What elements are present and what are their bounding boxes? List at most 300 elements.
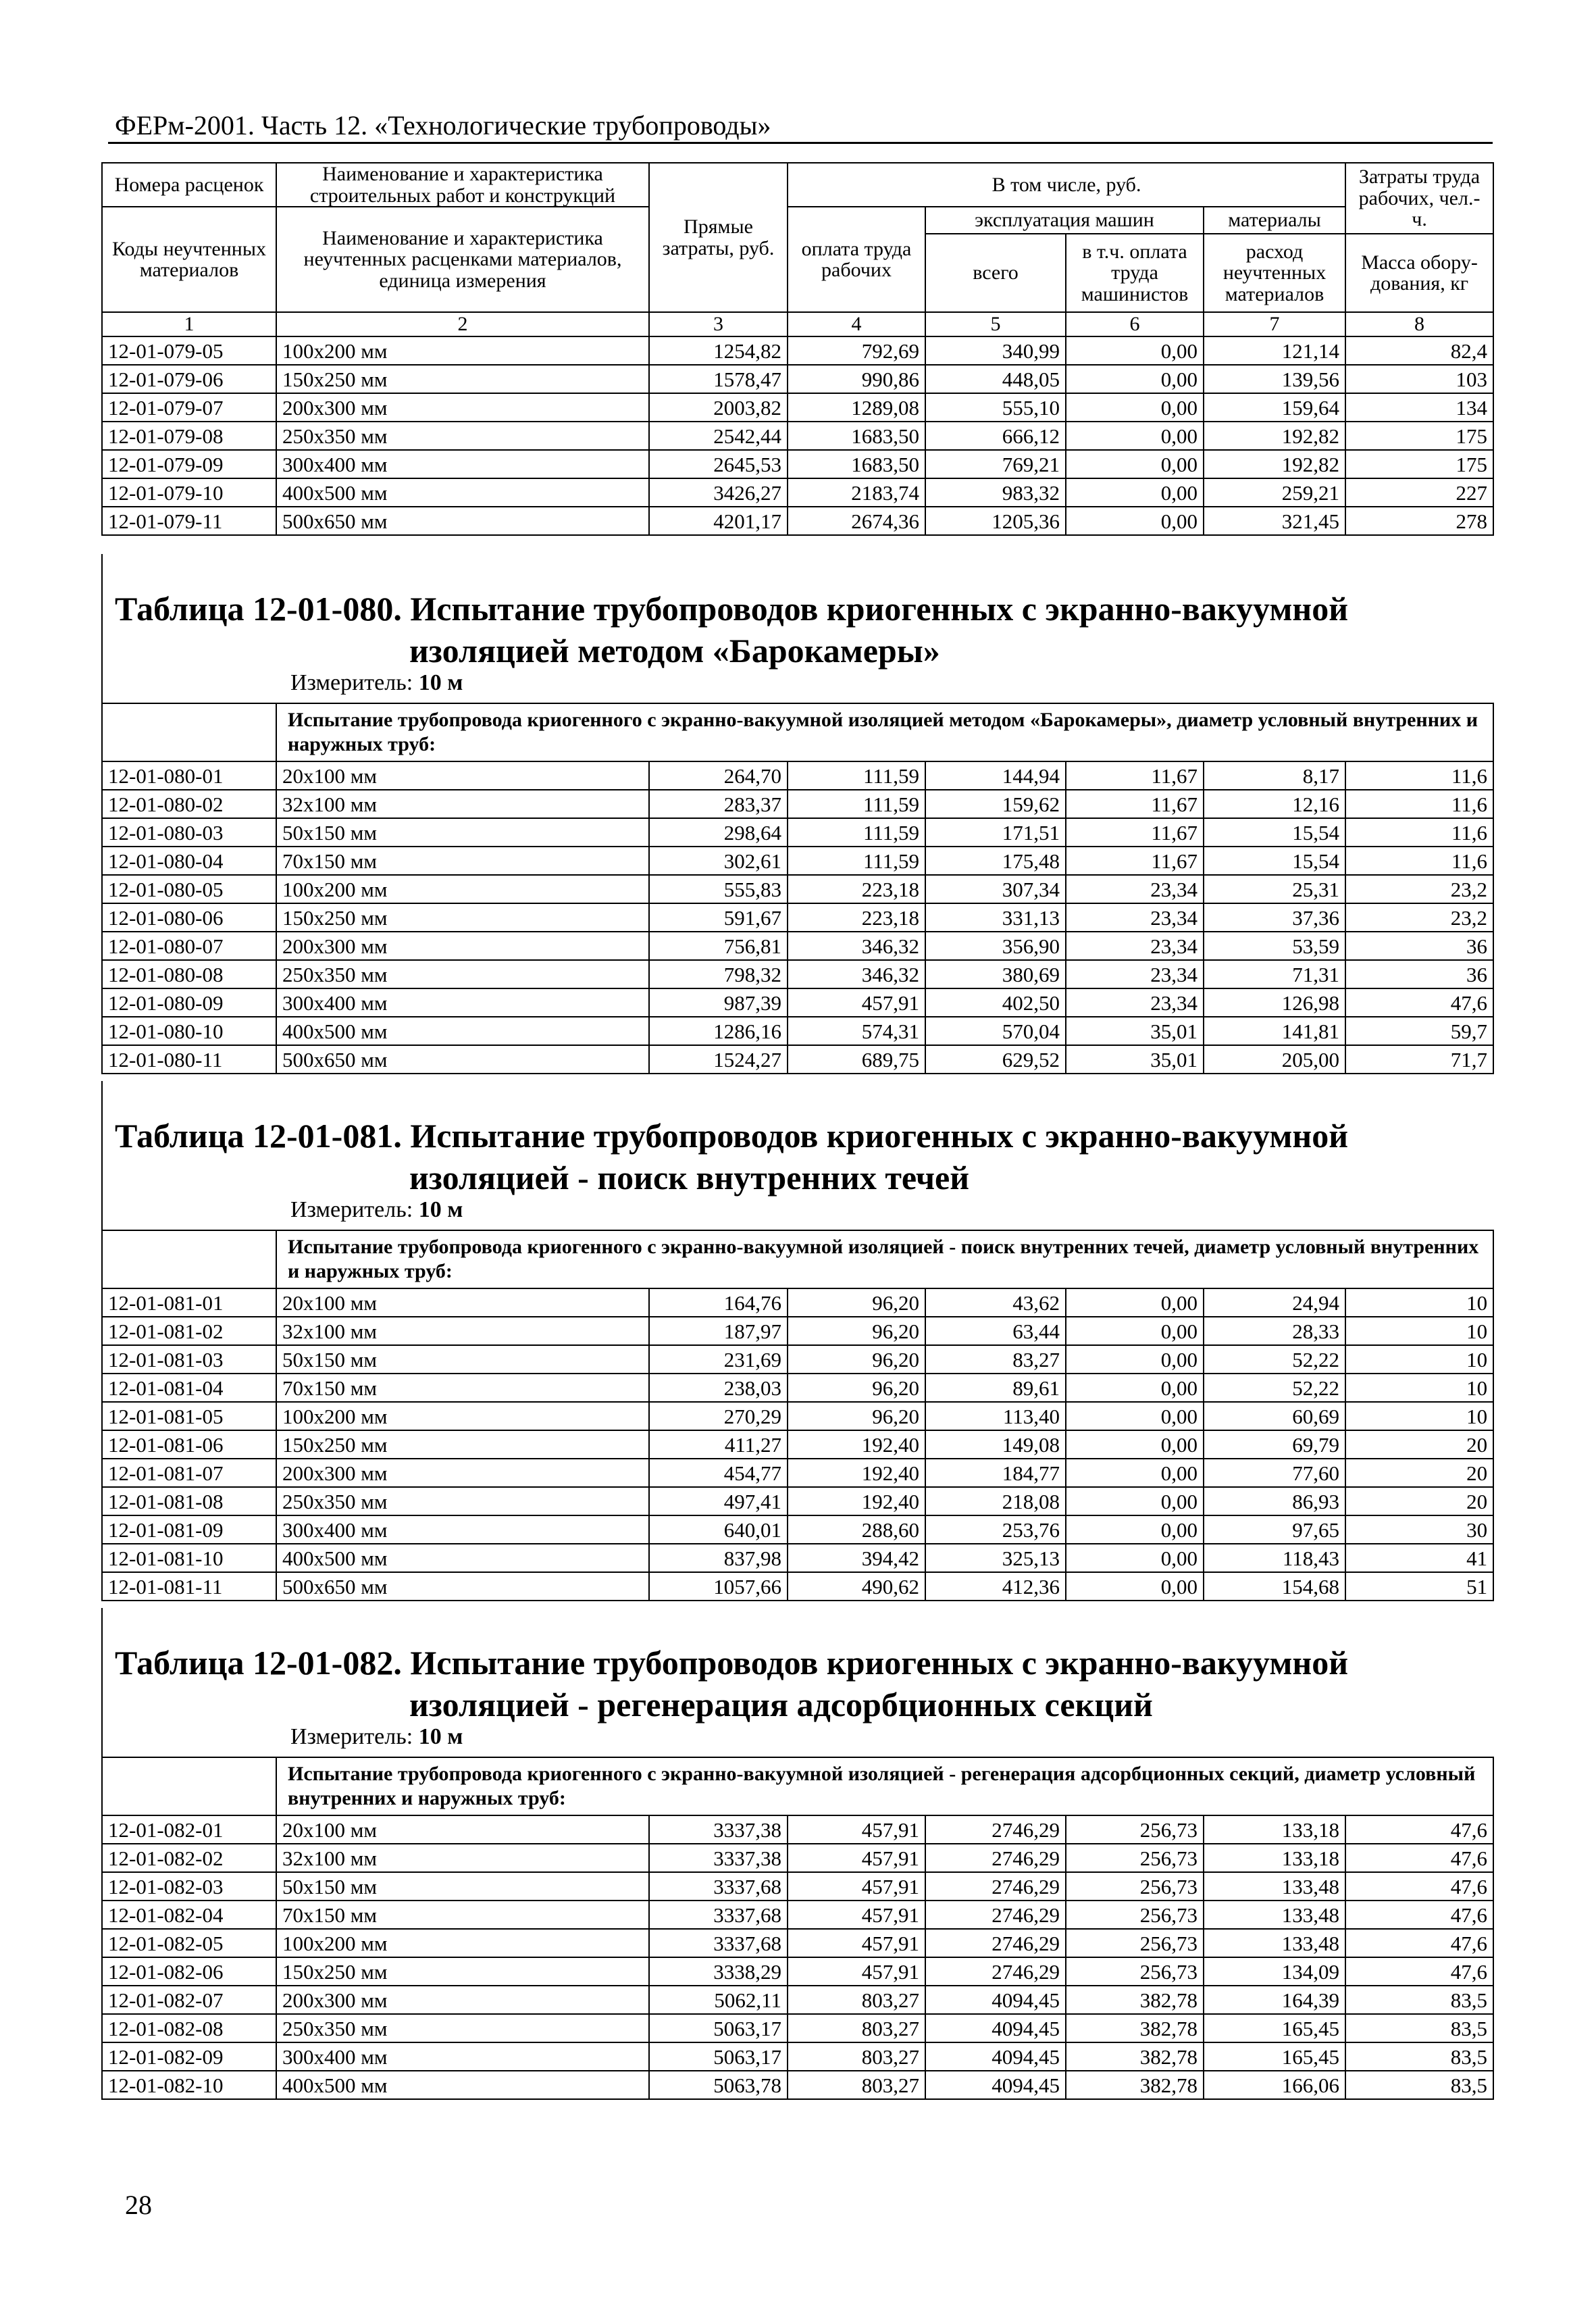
table-row xyxy=(102,1288,1493,1317)
hdr-rashod: расход неучтенных материалов xyxy=(1204,234,1345,312)
materials-cell: 133,48 xyxy=(1204,1929,1345,1957)
machinists-pay-cell: 0,00 xyxy=(1066,336,1204,365)
direct-cost-cell: 5063,78 xyxy=(649,2071,788,2099)
hdr-nomera: Номера расценок xyxy=(102,163,276,207)
code-cell: 12-01-081-02 xyxy=(102,1317,276,1345)
page-number: 28 xyxy=(125,2190,152,2220)
machinists-pay-cell: 256,73 xyxy=(1066,1844,1204,1872)
size-cell: 100x200 мм xyxy=(276,1402,649,1430)
machines-total-cell: 2746,29 xyxy=(925,1872,1066,1901)
materials-cell: 25,31 xyxy=(1204,875,1345,903)
labor-pay-cell: 457,91 xyxy=(788,1901,925,1929)
labor-pay-cell: 457,91 xyxy=(788,1815,925,1844)
labor-hours-cell: 83,5 xyxy=(1345,2042,1493,2071)
size-cell: 250x350 мм xyxy=(276,1487,649,1515)
size-cell: 100x200 мм xyxy=(276,875,649,903)
col-num: 1 xyxy=(102,312,276,336)
size-cell: 500x650 мм xyxy=(276,1572,649,1601)
labor-hours-cell: 20 xyxy=(1345,1430,1493,1459)
table-title-080 xyxy=(115,588,1348,672)
machines-total-cell: 43,62 xyxy=(925,1288,1066,1317)
table-row xyxy=(102,336,1493,365)
materials-cell: 126,98 xyxy=(1204,988,1345,1017)
labor-hours-cell: 20 xyxy=(1345,1487,1493,1515)
table-row xyxy=(102,1317,1493,1345)
direct-cost-cell: 3426,27 xyxy=(649,478,788,507)
labor-pay-cell: 111,59 xyxy=(788,818,925,847)
code-cell: 12-01-080-05 xyxy=(102,875,276,903)
machines-total-cell: 89,61 xyxy=(925,1374,1066,1402)
machines-total-cell: 629,52 xyxy=(925,1045,1066,1074)
machines-total-cell: 356,90 xyxy=(925,932,1066,960)
materials-cell: 192,82 xyxy=(1204,422,1345,450)
direct-cost-cell: 3337,68 xyxy=(649,1901,788,1929)
code-cell: 12-01-081-07 xyxy=(102,1459,276,1487)
direct-cost-cell: 411,27 xyxy=(649,1430,788,1459)
table-row xyxy=(102,1487,1493,1515)
table-caption: Испытание трубопровода криогенного с экранно-вакуумной изоляцией - регенерация адсорбционных секций, диаметр условный внутренних и наружных труб: xyxy=(276,1757,1493,1815)
materials-cell: 165,45 xyxy=(1204,2042,1345,2071)
size-cell: 400x500 мм xyxy=(276,1017,649,1045)
machines-total-cell: 2746,29 xyxy=(925,1957,1066,1986)
hdr-vtch: в т.ч. оплата труда машинистов xyxy=(1066,234,1204,312)
labor-pay-cell: 111,59 xyxy=(788,761,925,790)
code-cell: 12-01-082-03 xyxy=(102,1872,276,1901)
materials-cell: 321,45 xyxy=(1204,507,1345,535)
table-row xyxy=(102,1844,1493,1872)
code-cell: 12-01-080-04 xyxy=(102,847,276,875)
direct-cost-cell: 3337,68 xyxy=(649,1929,788,1957)
labor-pay-cell: 803,27 xyxy=(788,2014,925,2042)
direct-cost-cell: 3337,38 xyxy=(649,1844,788,1872)
labor-pay-cell: 1683,50 xyxy=(788,422,925,450)
machinists-pay-cell: 382,78 xyxy=(1066,1986,1204,2014)
title-line: Таблица 12-01-081. Испытание трубопроводов криогенных с экранно-вакуумной xyxy=(115,1117,1349,1155)
machinists-pay-cell: 0,00 xyxy=(1066,1317,1204,1345)
direct-cost-cell: 2645,53 xyxy=(649,450,788,478)
measure-value: 10 м xyxy=(418,1724,463,1749)
machines-total-cell: 4094,45 xyxy=(925,1986,1066,2014)
labor-hours-cell: 47,6 xyxy=(1345,1872,1493,1901)
materials-cell: 133,18 xyxy=(1204,1844,1345,1872)
table-row xyxy=(102,1872,1493,1901)
table-row xyxy=(102,1430,1493,1459)
labor-hours-cell: 82,4 xyxy=(1345,336,1493,365)
machinists-pay-cell: 382,78 xyxy=(1066,2014,1204,2042)
hdr-massa: Масса обору-дования, кг xyxy=(1345,234,1493,312)
materials-cell: 52,22 xyxy=(1204,1345,1345,1374)
machines-total-cell: 307,34 xyxy=(925,875,1066,903)
direct-cost-cell: 5063,17 xyxy=(649,2014,788,2042)
size-cell: 200x300 мм xyxy=(276,393,649,422)
machinists-pay-cell: 23,34 xyxy=(1066,875,1204,903)
materials-cell: 77,60 xyxy=(1204,1459,1345,1487)
labor-hours-cell: 11,6 xyxy=(1345,818,1493,847)
code-cell: 12-01-079-08 xyxy=(102,422,276,450)
table-row xyxy=(102,1929,1493,1957)
code-cell: 12-01-080-08 xyxy=(102,960,276,988)
machinists-pay-cell: 382,78 xyxy=(1066,2042,1204,2071)
size-cell: 32x100 мм xyxy=(276,1317,649,1345)
table-080 xyxy=(101,703,1494,1074)
table-row xyxy=(102,1544,1493,1572)
direct-cost-cell: 231,69 xyxy=(649,1345,788,1374)
labor-pay-cell: 792,69 xyxy=(788,336,925,365)
machines-total-cell: 555,10 xyxy=(925,393,1066,422)
code-cell: 12-01-081-05 xyxy=(102,1402,276,1430)
size-cell: 70x150 мм xyxy=(276,1374,649,1402)
table-row xyxy=(102,393,1493,422)
machines-total-cell: 2746,29 xyxy=(925,1929,1066,1957)
machines-total-cell: 769,21 xyxy=(925,450,1066,478)
machinists-pay-cell: 382,78 xyxy=(1066,2071,1204,2099)
table-caption: Испытание трубопровода криогенного с экранно-вакуумной изоляцией - поиск внутренних течей, диаметр условный внутренних и наружных труб: xyxy=(276,1230,1493,1288)
direct-cost-cell: 497,41 xyxy=(649,1487,788,1515)
code-cell: 12-01-081-09 xyxy=(102,1515,276,1544)
direct-cost-cell: 264,70 xyxy=(649,761,788,790)
labor-hours-cell: 83,5 xyxy=(1345,1986,1493,2014)
labor-hours-cell: 11,6 xyxy=(1345,847,1493,875)
labor-pay-cell: 457,91 xyxy=(788,1872,925,1901)
table-row xyxy=(102,1901,1493,1929)
size-cell: 400x500 мм xyxy=(276,2071,649,2099)
size-cell: 250x350 мм xyxy=(276,960,649,988)
labor-hours-cell: 47,6 xyxy=(1345,988,1493,1017)
left-margin-line xyxy=(101,554,103,709)
code-cell: 12-01-080-09 xyxy=(102,988,276,1017)
labor-pay-cell: 192,40 xyxy=(788,1459,925,1487)
direct-cost-cell: 270,29 xyxy=(649,1402,788,1430)
size-cell: 32x100 мм xyxy=(276,1844,649,1872)
labor-hours-cell: 227 xyxy=(1345,478,1493,507)
size-cell: 20x100 мм xyxy=(276,1288,649,1317)
direct-cost-cell: 5062,11 xyxy=(649,1986,788,2014)
measure-label: Измеритель: xyxy=(290,1197,413,1222)
table-row xyxy=(102,507,1493,535)
materials-cell: 133,48 xyxy=(1204,1901,1345,1929)
materials-cell: 86,93 xyxy=(1204,1487,1345,1515)
table-row xyxy=(102,1986,1493,2014)
code-cell: 12-01-080-06 xyxy=(102,903,276,932)
title-line: Таблица 12-01-082. Испытание трубопроводов криогенных с экранно-вакуумной xyxy=(115,1644,1349,1682)
machines-total-cell: 159,62 xyxy=(925,790,1066,818)
labor-hours-cell: 47,6 xyxy=(1345,1844,1493,1872)
labor-pay-cell: 574,31 xyxy=(788,1017,925,1045)
machinists-pay-cell: 256,73 xyxy=(1066,1815,1204,1844)
machinists-pay-cell: 0,00 xyxy=(1066,1459,1204,1487)
table-081 xyxy=(101,1230,1494,1601)
machines-total-cell: 171,51 xyxy=(925,818,1066,847)
machines-total-cell: 4094,45 xyxy=(925,2014,1066,2042)
labor-hours-cell: 10 xyxy=(1345,1345,1493,1374)
direct-cost-cell: 298,64 xyxy=(649,818,788,847)
machinists-pay-cell: 0,00 xyxy=(1066,478,1204,507)
materials-cell: 71,31 xyxy=(1204,960,1345,988)
labor-hours-cell: 41 xyxy=(1345,1544,1493,1572)
code-cell: 12-01-082-10 xyxy=(102,2071,276,2099)
machinists-pay-cell: 23,34 xyxy=(1066,932,1204,960)
machinists-pay-cell: 35,01 xyxy=(1066,1017,1204,1045)
direct-cost-cell: 987,39 xyxy=(649,988,788,1017)
col-num: 2 xyxy=(276,312,649,336)
labor-pay-cell: 803,27 xyxy=(788,1986,925,2014)
labor-hours-cell: 36 xyxy=(1345,932,1493,960)
table-row xyxy=(102,1459,1493,1487)
direct-cost-cell: 1578,47 xyxy=(649,365,788,393)
code-cell: 12-01-082-07 xyxy=(102,1986,276,2014)
hdr-kody: Коды неучтенных материалов xyxy=(102,207,276,312)
labor-hours-cell: 10 xyxy=(1345,1402,1493,1430)
machines-total-cell: 340,99 xyxy=(925,336,1066,365)
machines-total-cell: 2746,29 xyxy=(925,1901,1066,1929)
machines-total-cell: 2746,29 xyxy=(925,1815,1066,1844)
labor-hours-cell: 71,7 xyxy=(1345,1045,1493,1074)
table-row xyxy=(102,847,1493,875)
table-row xyxy=(102,450,1493,478)
machinists-pay-cell: 256,73 xyxy=(1066,1872,1204,1901)
materials-cell: 165,45 xyxy=(1204,2014,1345,2042)
machines-total-cell: 402,50 xyxy=(925,988,1066,1017)
labor-pay-cell: 96,20 xyxy=(788,1317,925,1345)
labor-pay-cell: 1683,50 xyxy=(788,450,925,478)
table-082 xyxy=(101,1757,1494,2100)
labor-hours-cell: 103 xyxy=(1345,365,1493,393)
size-cell: 20x100 мм xyxy=(276,761,649,790)
measure-081 xyxy=(290,1197,463,1223)
direct-cost-cell: 1057,66 xyxy=(649,1572,788,1601)
labor-pay-cell: 223,18 xyxy=(788,903,925,932)
machinists-pay-cell: 0,00 xyxy=(1066,1402,1204,1430)
code-cell: 12-01-080-03 xyxy=(102,818,276,847)
machinists-pay-cell: 256,73 xyxy=(1066,1929,1204,1957)
machinists-pay-cell: 0,00 xyxy=(1066,1374,1204,1402)
direct-cost-cell: 2542,44 xyxy=(649,422,788,450)
labor-hours-cell: 83,5 xyxy=(1345,2071,1493,2099)
labor-pay-cell: 990,86 xyxy=(788,365,925,393)
code-cell: 12-01-079-11 xyxy=(102,507,276,535)
size-cell: 200x300 мм xyxy=(276,1986,649,2014)
table-row xyxy=(102,960,1493,988)
code-cell: 12-01-079-09 xyxy=(102,450,276,478)
materials-cell: 53,59 xyxy=(1204,932,1345,960)
size-cell: 250x350 мм xyxy=(276,2014,649,2042)
labor-pay-cell: 96,20 xyxy=(788,1402,925,1430)
machinists-pay-cell: 0,00 xyxy=(1066,422,1204,450)
size-cell: 150x250 мм xyxy=(276,903,649,932)
caption-spacer xyxy=(102,1230,276,1288)
col-num: 7 xyxy=(1204,312,1345,336)
table-title-082 xyxy=(115,1642,1348,1726)
direct-cost-cell: 3337,38 xyxy=(649,1815,788,1844)
direct-cost-cell: 1254,82 xyxy=(649,336,788,365)
measure-value: 10 м xyxy=(418,670,463,695)
table-row xyxy=(102,761,1493,790)
labor-hours-cell: 10 xyxy=(1345,1317,1493,1345)
code-cell: 12-01-079-10 xyxy=(102,478,276,507)
machines-total-cell: 218,08 xyxy=(925,1487,1066,1515)
machines-total-cell: 149,08 xyxy=(925,1430,1066,1459)
machinists-pay-cell: 0,00 xyxy=(1066,450,1204,478)
direct-cost-cell: 283,37 xyxy=(649,790,788,818)
machines-total-cell: 2746,29 xyxy=(925,1844,1066,1872)
labor-hours-cell: 134 xyxy=(1345,393,1493,422)
materials-cell: 159,64 xyxy=(1204,393,1345,422)
materials-cell: 12,16 xyxy=(1204,790,1345,818)
size-cell: 70x150 мм xyxy=(276,847,649,875)
hdr-zatraty: Затраты труда рабочих, чел.-ч. xyxy=(1345,163,1493,234)
labor-hours-cell: 23,2 xyxy=(1345,875,1493,903)
title-line: изоляцией - поиск внутренних течей xyxy=(409,1159,970,1197)
labor-pay-cell: 457,91 xyxy=(788,1844,925,1872)
materials-cell: 192,82 xyxy=(1204,450,1345,478)
labor-pay-cell: 192,40 xyxy=(788,1487,925,1515)
table-row xyxy=(102,365,1493,393)
direct-cost-cell: 302,61 xyxy=(649,847,788,875)
materials-cell: 133,48 xyxy=(1204,1872,1345,1901)
code-cell: 12-01-080-11 xyxy=(102,1045,276,1074)
code-cell: 12-01-079-05 xyxy=(102,336,276,365)
direct-cost-cell: 640,01 xyxy=(649,1515,788,1544)
machinists-pay-cell: 0,00 xyxy=(1066,365,1204,393)
size-cell: 300x400 мм xyxy=(276,1515,649,1544)
machinists-pay-cell: 256,73 xyxy=(1066,1957,1204,1986)
hdr-naim2: Наименование и характеристика неучтенных расценками материалов, единица измерения xyxy=(276,207,649,312)
machinists-pay-cell: 0,00 xyxy=(1066,1544,1204,1572)
machines-total-cell: 4094,45 xyxy=(925,2042,1066,2071)
materials-cell: 134,09 xyxy=(1204,1957,1345,1986)
code-cell: 12-01-080-07 xyxy=(102,932,276,960)
labor-hours-cell: 11,6 xyxy=(1345,790,1493,818)
labor-hours-cell: 175 xyxy=(1345,450,1493,478)
materials-cell: 133,18 xyxy=(1204,1815,1345,1844)
size-cell: 150x250 мм xyxy=(276,365,649,393)
size-cell: 70x150 мм xyxy=(276,1901,649,1929)
size-cell: 50x150 мм xyxy=(276,818,649,847)
measure-label: Измеритель: xyxy=(290,1724,413,1749)
machinists-pay-cell: 11,67 xyxy=(1066,818,1204,847)
machines-total-cell: 63,44 xyxy=(925,1317,1066,1345)
table-row xyxy=(102,1957,1493,1986)
hdr-vtom: В том числе, руб. xyxy=(788,163,1345,207)
materials-cell: 166,06 xyxy=(1204,2071,1345,2099)
title-line: изоляцией - регенерация адсорбционных секций xyxy=(409,1686,1153,1724)
table-row xyxy=(102,2014,1493,2042)
materials-cell: 15,54 xyxy=(1204,818,1345,847)
size-cell: 100x200 мм xyxy=(276,336,649,365)
labor-pay-cell: 111,59 xyxy=(788,847,925,875)
machinists-pay-cell: 0,00 xyxy=(1066,1288,1204,1317)
table-caption: Испытание трубопровода криогенного с экранно-вакуумной изоляцией методом «Барокамеры», диаметр условный внутренних и наружных труб: xyxy=(276,703,1493,761)
direct-cost-cell: 837,98 xyxy=(649,1544,788,1572)
direct-cost-cell: 2003,82 xyxy=(649,393,788,422)
table-row xyxy=(102,1572,1493,1601)
table-row xyxy=(102,2042,1493,2071)
labor-hours-cell: 10 xyxy=(1345,1374,1493,1402)
labor-hours-cell: 10 xyxy=(1345,1288,1493,1317)
machines-total-cell: 1205,36 xyxy=(925,507,1066,535)
size-cell: 300x400 мм xyxy=(276,2042,649,2071)
table-row xyxy=(102,1515,1493,1544)
labor-pay-cell: 346,32 xyxy=(788,960,925,988)
hdr-oplata: оплата труда рабочих xyxy=(788,207,925,312)
labor-hours-cell: 23,2 xyxy=(1345,903,1493,932)
direct-cost-cell: 1524,27 xyxy=(649,1045,788,1074)
size-cell: 300x400 мм xyxy=(276,988,649,1017)
table-row xyxy=(102,875,1493,903)
measure-082 xyxy=(290,1724,463,1750)
labor-pay-cell: 457,91 xyxy=(788,988,925,1017)
machinists-pay-cell: 0,00 xyxy=(1066,1487,1204,1515)
header-rule xyxy=(108,142,1493,144)
machinists-pay-cell: 0,00 xyxy=(1066,1345,1204,1374)
measure-value: 10 м xyxy=(418,1197,463,1222)
labor-hours-cell: 47,6 xyxy=(1345,1957,1493,1986)
left-margin-line xyxy=(101,1608,103,1763)
labor-hours-cell: 51 xyxy=(1345,1572,1493,1601)
caption-spacer xyxy=(102,1757,276,1815)
labor-pay-cell: 288,60 xyxy=(788,1515,925,1544)
size-cell: 200x300 мм xyxy=(276,932,649,960)
size-cell: 400x500 мм xyxy=(276,478,649,507)
labor-pay-cell: 2674,36 xyxy=(788,507,925,535)
left-margin-line xyxy=(101,1081,103,1236)
machinists-pay-cell: 23,34 xyxy=(1066,988,1204,1017)
hdr-vsego: всего xyxy=(925,234,1066,312)
labor-pay-cell: 394,42 xyxy=(788,1544,925,1572)
labor-pay-cell: 689,75 xyxy=(788,1045,925,1074)
labor-hours-cell: 20 xyxy=(1345,1459,1493,1487)
size-cell: 500x650 мм xyxy=(276,1045,649,1074)
machinists-pay-cell: 0,00 xyxy=(1066,1572,1204,1601)
machinists-pay-cell: 0,00 xyxy=(1066,1430,1204,1459)
materials-cell: 60,69 xyxy=(1204,1402,1345,1430)
direct-cost-cell: 3338,29 xyxy=(649,1957,788,1986)
machinists-pay-cell: 11,67 xyxy=(1066,790,1204,818)
materials-cell: 139,56 xyxy=(1204,365,1345,393)
labor-pay-cell: 96,20 xyxy=(788,1374,925,1402)
code-cell: 12-01-082-01 xyxy=(102,1815,276,1844)
size-cell: 300x400 мм xyxy=(276,450,649,478)
labor-pay-cell: 490,62 xyxy=(788,1572,925,1601)
labor-hours-cell: 11,6 xyxy=(1345,761,1493,790)
machinists-pay-cell: 11,67 xyxy=(1066,847,1204,875)
machines-total-cell: 331,13 xyxy=(925,903,1066,932)
machines-total-cell: 983,32 xyxy=(925,478,1066,507)
code-cell: 12-01-080-10 xyxy=(102,1017,276,1045)
code-cell: 12-01-081-01 xyxy=(102,1288,276,1317)
machinists-pay-cell: 23,34 xyxy=(1066,903,1204,932)
code-cell: 12-01-079-07 xyxy=(102,393,276,422)
hdr-materialy: материалы xyxy=(1204,207,1345,234)
labor-hours-cell: 278 xyxy=(1345,507,1493,535)
machinists-pay-cell: 0,00 xyxy=(1066,507,1204,535)
code-cell: 12-01-080-02 xyxy=(102,790,276,818)
code-cell: 12-01-082-09 xyxy=(102,2042,276,2071)
machines-total-cell: 253,76 xyxy=(925,1515,1066,1544)
col-num: 3 xyxy=(649,312,788,336)
table-row xyxy=(102,2071,1493,2099)
table-row xyxy=(102,1017,1493,1045)
materials-cell: 15,54 xyxy=(1204,847,1345,875)
code-cell: 12-01-081-06 xyxy=(102,1430,276,1459)
machinists-pay-cell: 11,67 xyxy=(1066,761,1204,790)
labor-pay-cell: 457,91 xyxy=(788,1957,925,1986)
size-cell: 32x100 мм xyxy=(276,790,649,818)
col-num: 5 xyxy=(925,312,1066,336)
direct-cost-cell: 4201,17 xyxy=(649,507,788,535)
code-cell: 12-01-082-05 xyxy=(102,1929,276,1957)
machines-total-cell: 83,27 xyxy=(925,1345,1066,1374)
